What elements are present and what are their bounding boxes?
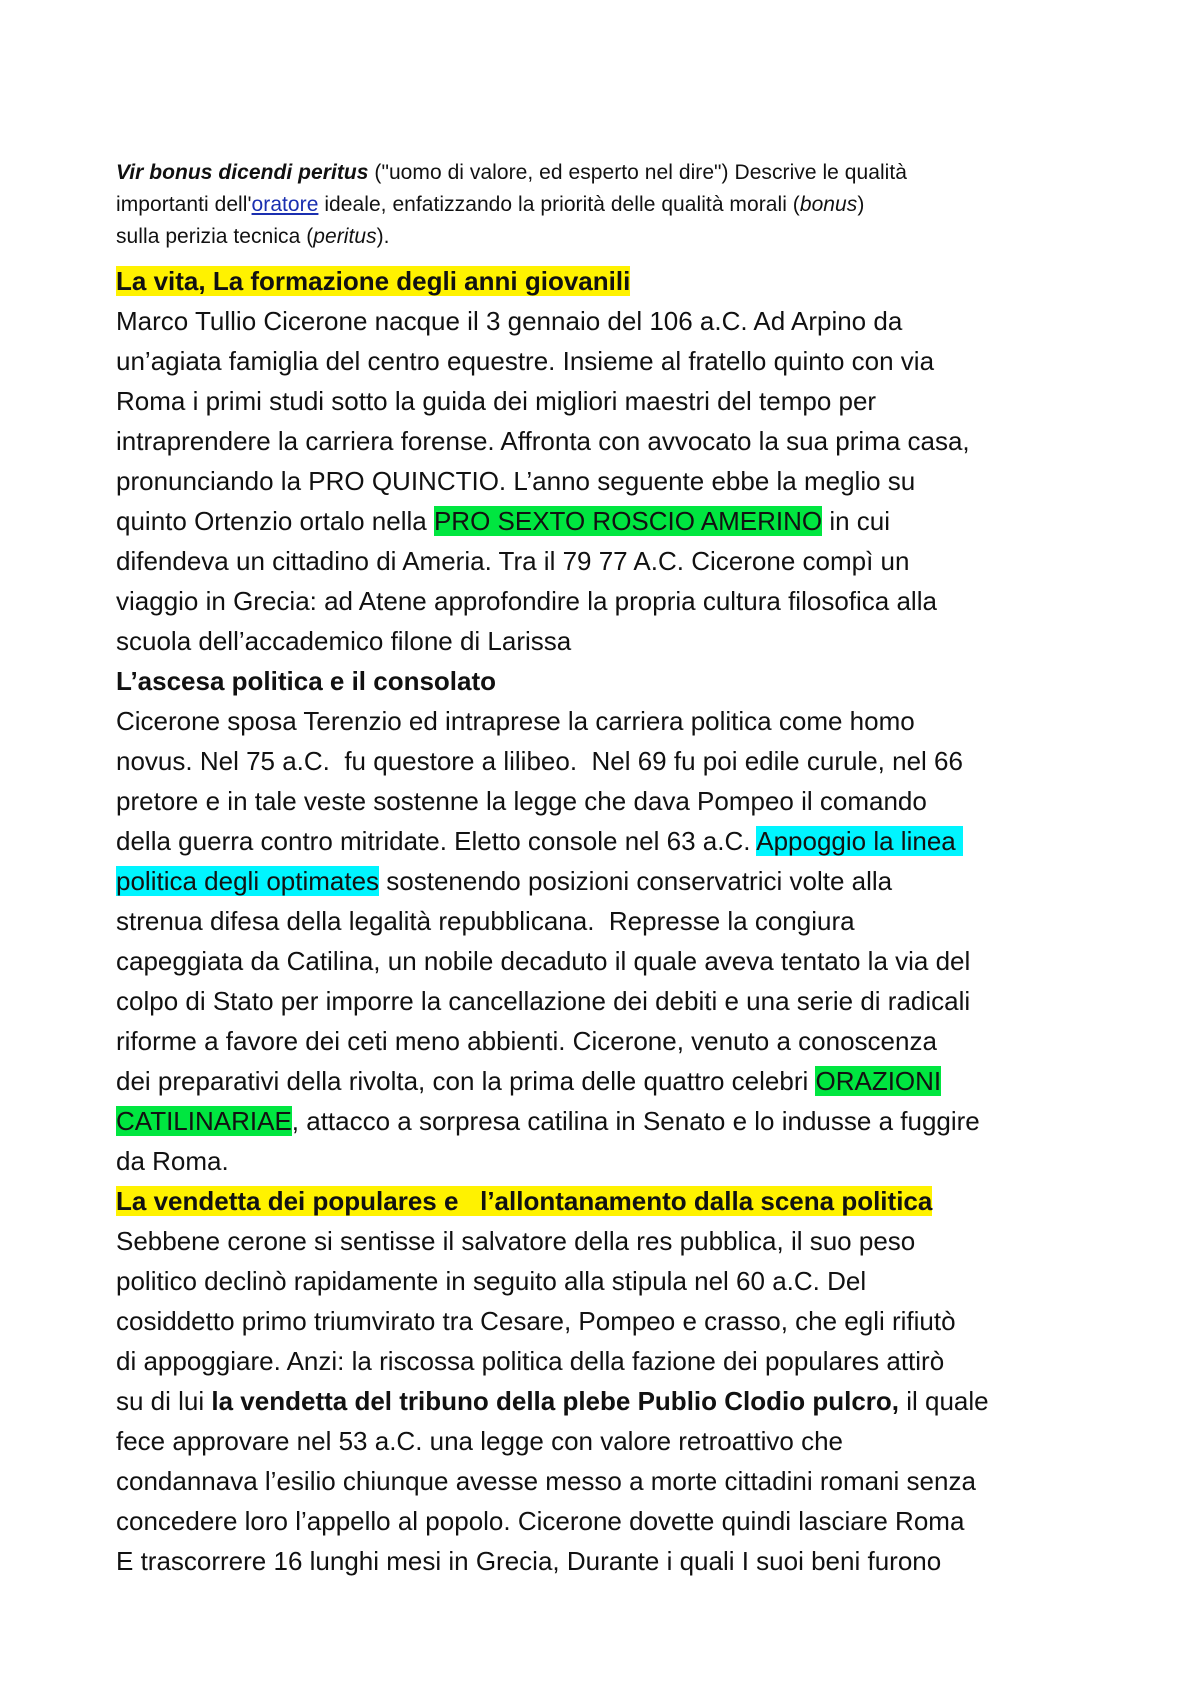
text-line	[116, 1061, 1116, 1101]
heading-text: L’ascesa politica e il consolato	[116, 666, 497, 696]
text-segment: il quale	[899, 1386, 989, 1416]
text-segment: sostenendo posizioni conservatrici volte alla	[379, 866, 893, 896]
text-line: condannava l’esilio chiunque avesse messo a morte cittadini romani senza	[116, 1466, 976, 1496]
highlight-orazioni: ORAZIONI	[815, 1066, 942, 1096]
text-line	[116, 1381, 1116, 1421]
text-segment: dei preparativi della rivolta, con la prima delle quattro celebri	[116, 1066, 816, 1096]
highlight-pro-sexto-roscio: PRO SEXTO ROSCIO AMERINO	[433, 506, 823, 536]
text-line: riforme a favore dei ceti meno abbienti. Cicerone, venuto a conoscenza	[116, 1026, 937, 1056]
intro-line-3	[116, 221, 1116, 253]
text-line: concedere loro l’appello al popolo. Cicerone dovette quindi lasciare Roma	[116, 1506, 965, 1536]
intro-line-2	[116, 189, 1116, 221]
text-line	[116, 821, 1116, 861]
highlight-catilinariae: CATILINARIAE	[116, 1106, 292, 1136]
intro-text: ("uomo di valore, ed esperto nel dire") Descrive le qualità	[368, 161, 908, 184]
section-heading-vita	[116, 261, 1116, 301]
text-line	[116, 501, 1116, 541]
text-segment: quinto Ortenzio ortalo nella	[116, 506, 434, 536]
intro-text: ).	[376, 225, 390, 248]
text-line: un’agiata famiglia del centro equestre. Insieme al fratello quinto con via	[116, 346, 935, 376]
text-line: strenua difesa della legalità repubblicana. Represse la congiura	[116, 906, 855, 936]
heading-text: La vendetta dei populares e l’allontanamento dalla scena politica	[116, 1186, 933, 1216]
text-line: politico declinò rapidamente in seguito alla stipula nel 60 a.C. Del	[116, 1266, 867, 1296]
text-line: novus. Nel 75 a.C. fu questore a lilibeo. Nel 69 fu poi edile curule, nel 66	[116, 746, 963, 776]
text-line: E trascorrere 16 lunghi mesi in Grecia, Durante i quali I suoi beni furono	[116, 1546, 942, 1576]
intro-text: importanti dell'	[116, 193, 252, 216]
section-heading-vendetta	[116, 1181, 1116, 1221]
text-line: difendeva un cittadino di Ameria. Tra il 79 77 A.C. Cicerone compì un	[116, 546, 910, 576]
section-ascesa-paragraph	[116, 701, 1116, 1181]
text-segment: della guerra contro mitridate. Eletto console nel 63 a.C.	[116, 826, 757, 856]
text-line: capeggiata da Catilina, un nobile decaduto il quale aveva tentato la via del	[116, 946, 971, 976]
section-vendetta-paragraph	[116, 1221, 1116, 1581]
intro-text: )	[857, 193, 865, 216]
text-line: scuola dell’accademico filone di Larissa	[116, 626, 572, 656]
intro-line-1	[116, 157, 1116, 189]
text-line: cosiddetto primo triumvirato tra Cesare, Pompeo e crasso, che egli rifiutò	[116, 1306, 956, 1336]
text-line: Roma i primi studi sotto la guida dei migliori maestri del tempo per	[116, 386, 877, 416]
bonus-term: bonus	[799, 193, 858, 216]
intro-text: ideale, enfatizzando la priorità delle qualità morali (	[318, 193, 800, 216]
text-line: Sebbene cerone si sentisse il salvatore della res pubblica, il suo peso	[116, 1226, 916, 1256]
text-line: Marco Tullio Cicerone nacque il 3 gennaio del 106 a.C. Ad Arpino da	[116, 306, 903, 336]
heading-text: La vita, La formazione degli anni giovanili	[116, 266, 631, 296]
text-line: viaggio in Grecia: ad Atene approfondire la propria cultura filosofica alla	[116, 586, 937, 616]
text-segment: in cui	[822, 506, 891, 536]
oratore-link[interactable]: oratore	[251, 193, 319, 216]
section-vita-paragraph	[116, 301, 1116, 661]
text-segment: su di lui	[116, 1386, 212, 1416]
text-line	[116, 1101, 1116, 1141]
intro-text: sulla perizia tecnica (	[116, 225, 314, 248]
text-line: da Roma.	[116, 1146, 229, 1176]
text-line	[116, 861, 1116, 901]
peritus-term: peritus	[313, 225, 377, 248]
text-line: di appoggiare. Anzi: la riscossa politica della fazione dei populares attirò	[116, 1346, 945, 1376]
text-line: Cicerone sposa Terenzio ed intraprese la carriera politica come homo	[116, 706, 915, 736]
text-line: intraprendere la carriera forense. Affronta con avvocato la sua prima casa,	[116, 426, 970, 456]
bold-clodio-pulcro: la vendetta del tribuno della plebe Publio Clodio pulcro,	[211, 1386, 900, 1416]
motto: Vir bonus dicendi peritus	[116, 161, 369, 184]
highlight-optimates: politica degli optimates	[116, 866, 380, 896]
section-heading-ascesa	[116, 661, 1116, 701]
text-line: pretore e in tale veste sostenne la legge che dava Pompeo il comando	[116, 786, 927, 816]
highlight-appoggio: Appoggio la linea	[756, 826, 963, 856]
text-line: fece approvare nel 53 a.C. una legge con valore retroattivo che	[116, 1426, 844, 1456]
text-segment: , attacco a sorpresa catilina in Senato e lo indusse a fuggire	[291, 1106, 980, 1136]
document-body	[116, 157, 1116, 1581]
text-line: pronunciando la PRO QUINCTIO. L’anno seguente ebbe la meglio su	[116, 466, 916, 496]
text-line: colpo di Stato per imporre la cancellazione dei debiti e una serie di radicali	[116, 986, 971, 1016]
intro-paragraph	[116, 157, 1116, 253]
